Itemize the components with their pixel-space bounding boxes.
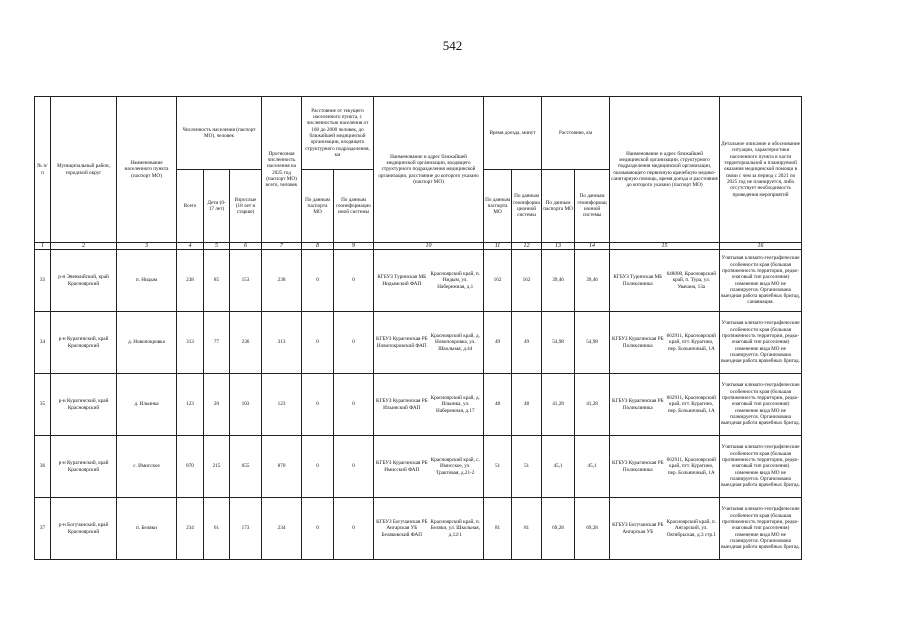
header-travel-group: Время доезда, минут — [484, 97, 542, 170]
header-pop-total: Всего — [177, 170, 204, 243]
km-passport-cell: 41,28 — [542, 374, 575, 436]
municipality-cell: р-н Богучанский, край Красноярский — [51, 498, 117, 560]
column-number: 4 — [177, 243, 204, 250]
travel-time-geo-cell: 162 — [512, 250, 542, 312]
amb-name: КГБУЗ Богучанская РБ Ангарская УБ — [612, 522, 664, 535]
nearest-org-cell — [374, 312, 484, 374]
distance-geo-cell: 0 — [334, 436, 374, 498]
nearest-org-cell — [374, 374, 484, 436]
distance-passport-cell: 0 — [302, 436, 334, 498]
km-passport-cell: 39,46 — [542, 250, 575, 312]
ambulance-org-cell — [610, 312, 720, 374]
settlement-cell: с. Имисское — [117, 436, 177, 498]
settlement-cell: п. Нидым — [117, 250, 177, 312]
header-distance-group: Расстояние от текущего населенного пункта, с численностью населения от 100 до 2000 человек, до ближайшей медицинской организации, входящего структурного подразделения, км — [302, 97, 374, 170]
org-name: КГБУЗ Курагинская РБ Новопокровский ФАП — [375, 336, 428, 349]
table-row — [35, 498, 802, 560]
municipality-cell: р-н Курагинский, край Красноярский — [51, 312, 117, 374]
population-total-cell: 238 — [177, 250, 204, 312]
row-num: 33 — [35, 250, 51, 312]
row-num: 37 — [35, 498, 51, 560]
population-adults-cell: 153 — [230, 250, 262, 312]
header-population-group: Численность населения (паспорт МО), человек — [177, 97, 262, 170]
column-number: 10 — [374, 243, 484, 250]
description-cell: Учитывая климато-географические особенности края (большая протяженность территории, редко-очаговый тип расселения) изменение вида МО не планируется. Организована выездная работа врачебных бригад, санавиация. — [720, 250, 802, 312]
distance-geo-cell: 0 — [334, 374, 374, 436]
travel-time-passport-cell: 51 — [484, 436, 512, 498]
travel-time-passport-cell: 49 — [484, 312, 512, 374]
population-adults-cell: 173 — [230, 498, 262, 560]
table-row — [35, 312, 802, 374]
distance-geo-cell: 0 — [334, 250, 374, 312]
column-number: 9 — [334, 243, 374, 250]
org-address: Красноярский край, д. Ильинка, ул. Набережная, д.17 — [430, 395, 480, 414]
km-passport-cell: 69,28 — [542, 498, 575, 560]
column-number: 12 — [512, 243, 542, 250]
settlement-cell: д. Ильинка — [117, 374, 177, 436]
row-num: 36 — [35, 436, 51, 498]
header-dist-passport: По данным паспорта МО — [302, 170, 334, 243]
settlement-cell: д. Новопокровка — [117, 312, 177, 374]
population-children-cell: 61 — [204, 498, 230, 560]
description-cell: Учитывая климато-географические особенности края (большая протяженность территории, редко-очаговый тип расселения) изменение вида МО не планируется. Организована выездная работа врачебных бригад. — [720, 436, 802, 498]
km-geo-cell: 69,28 — [575, 498, 610, 560]
amb-name: КГБУЗ Курагинская РБ Поликлиника — [612, 460, 664, 473]
header-description: Детальное описание и обоснование ситуации, характеристики населенного пункта в части территориальной и планируемой оказания медицинской помощи в связи с чем за период с 2021 по 2025 год не планируется, либо отсутствует необходимость проведения мероприятий — [720, 97, 802, 243]
description-cell: Учитывая климато-географические особенности края (большая протяженность территории, редко-очаговый тип расселения) изменение вида МО не планируется. Организована выездная работа врачебных бригад. — [720, 498, 802, 560]
forecast-cell: 313 — [262, 312, 302, 374]
page-number: 542 — [442, 38, 463, 53]
org-name: КГБУЗ Богучанская РБ Ангарская УБ Беляковский ФАП — [376, 519, 428, 538]
population-children-cell: 20 — [204, 374, 230, 436]
column-number: 15 — [610, 243, 720, 250]
nearest-org-cell — [374, 498, 484, 560]
ambulance-org-cell — [610, 374, 720, 436]
travel-time-passport-cell: 162 — [484, 250, 512, 312]
distance-passport-cell: 0 — [302, 250, 334, 312]
org-address: Красноярский край, п. Беляки, ул. Школьная, д.12/1 — [430, 519, 480, 538]
distance-passport-cell: 0 — [302, 312, 334, 374]
amb-address: 648000, Красноярский край, п. Тура, ул. Увачана, 13а — [666, 271, 717, 290]
header-settlement: Наименование населенного пункта (паспорт МО) — [117, 97, 177, 243]
description-cell: Учитывая климато-географические особенности края (большая протяженность территории, редко-очаговый тип расселения) изменение вида МО не планируется. Организована выездная работа врачебных бригад. — [720, 312, 802, 374]
population-adults-cell: 655 — [230, 436, 262, 498]
column-number-row — [35, 243, 802, 250]
amb-address: 662911, Красноярский край, пгт. Курагино, пер. Больничный, 1А — [666, 395, 716, 414]
km-geo-cell: 54,98 — [575, 312, 610, 374]
header-dist2-geo: По данным геоинформационной системы — [575, 170, 610, 243]
org-name: КГБУЗ Курагинская РБ Имисский ФАП — [375, 460, 428, 473]
distance-passport-cell: 0 — [302, 374, 334, 436]
table-row — [35, 436, 802, 498]
municipality-cell: р-н Эвенкийский, край Красноярский — [51, 250, 117, 312]
nearest-org-cell — [374, 436, 484, 498]
population-adults-cell: 103 — [230, 374, 262, 436]
distance-geo-cell: 0 — [334, 312, 374, 374]
travel-time-geo-cell: 81 — [512, 498, 542, 560]
population-total-cell: 313 — [177, 312, 204, 374]
forecast-cell: 234 — [262, 498, 302, 560]
travel-time-geo-cell: 48 — [512, 374, 542, 436]
table-row — [35, 374, 802, 436]
org-name: КГБУЗ Курагинская РБ Ильинский ФАП — [375, 398, 428, 411]
header-nearest-org: Наименование и адрес ближайшей медицинской организации, входящего структурного подразделения медицинской организации, расстояние до которого указано (паспорт МО) — [374, 97, 484, 243]
travel-time-geo-cell: 51 — [512, 436, 542, 498]
forecast-cell: 870 — [262, 436, 302, 498]
header-travel-geo: По данным геоинформационной системы — [512, 170, 542, 243]
column-number: 14 — [575, 243, 610, 250]
data-table — [34, 96, 802, 560]
ambulance-org-cell — [610, 250, 720, 312]
amb-address: Красноярский край, п. Ангарский, ул. Октябрьская, д.3 стр.1 — [666, 519, 717, 538]
column-number: 5 — [204, 243, 230, 250]
row-num: 35 — [35, 374, 51, 436]
forecast-cell: 238 — [262, 250, 302, 312]
table-row — [35, 250, 802, 312]
description-cell: Учитывая климато-географические особенности края (большая протяженность территории, редко-очаговый тип расселения) изменение вида МО не планируется. Организована выездная работа врачебных бригад. — [720, 374, 802, 436]
km-geo-cell: 45,1 — [575, 436, 610, 498]
nearest-org-cell — [374, 250, 484, 312]
header-num: № п/п — [35, 97, 51, 243]
header-forecast: Прогнозная численность населения на 2025 год (паспорт МО) всего, человек — [262, 97, 302, 243]
amb-address: 662911, Красноярский край, пгт. Курагино, пер. Больничный, 1А — [666, 333, 716, 352]
column-number: 16 — [720, 243, 802, 250]
column-number: 11 — [484, 243, 512, 250]
org-address: Красноярский край, д. Новопокровка, ул. Школьная, д.44 — [430, 333, 480, 352]
population-total-cell: 123 — [177, 374, 204, 436]
km-passport-cell: 54,98 — [542, 312, 575, 374]
distance-passport-cell: 0 — [302, 498, 334, 560]
population-children-cell: 77 — [204, 312, 230, 374]
municipality-cell: р-н Курагинский, край Красноярский — [51, 436, 117, 498]
travel-time-geo-cell: 49 — [512, 312, 542, 374]
org-address: Красноярский край, п. Нидым, ул. Набережная, д.1 — [430, 271, 480, 290]
column-number: 3 — [117, 243, 177, 250]
km-geo-cell: 39,46 — [575, 250, 610, 312]
column-number: 2 — [51, 243, 117, 250]
population-total-cell: 234 — [177, 498, 204, 560]
column-number: 13 — [542, 243, 575, 250]
column-number: 1 — [35, 243, 51, 250]
population-children-cell: 85 — [204, 250, 230, 312]
header-dist2-group: Расстояние, км — [542, 97, 610, 170]
amb-address: 662911, Красноярский край, пгт. Курагино, пер. Больничный, 1А — [666, 457, 716, 476]
org-name: КГБУЗ Туринская МБ Нидымский ФАП — [377, 274, 427, 287]
municipality-cell: р-н Курагинский, край Красноярский — [51, 374, 117, 436]
distance-geo-cell: 0 — [334, 498, 374, 560]
org-address: Красноярский край, с. Имисское, ул. Трактовая, д.21-2 — [430, 457, 480, 476]
row-num: 34 — [35, 312, 51, 374]
header-dist2-passport: По данным паспорта МО — [542, 170, 575, 243]
ambulance-org-cell — [610, 498, 720, 560]
header-pop-children: Дети (0-17 лет) — [204, 170, 230, 243]
header-ambulance-org: Наименование и адрес ближайшей медицинской организации, структурного подразделения медицинской организации, оказывающего первичную врачебную медико-санитарную помощь, время доезда и расстояние до которого указано (паспорт МО) — [610, 97, 720, 243]
header-pop-adults: Взрослые (18 лет и старше) — [230, 170, 262, 243]
population-total-cell: 870 — [177, 436, 204, 498]
population-adults-cell: 236 — [230, 312, 262, 374]
population-children-cell: 215 — [204, 436, 230, 498]
km-geo-cell: 41,28 — [575, 374, 610, 436]
amb-name: КГБУЗ Курагинская РБ Поликлиника — [612, 398, 664, 411]
header-dist-geo: По данным геоинформационной системы — [334, 170, 374, 243]
forecast-cell: 123 — [262, 374, 302, 436]
travel-time-passport-cell: 81 — [484, 498, 512, 560]
travel-time-passport-cell: 48 — [484, 374, 512, 436]
header-municipality: Муниципальный район, городской округ — [51, 97, 117, 243]
column-number: 7 — [262, 243, 302, 250]
km-passport-cell: 45,1 — [542, 436, 575, 498]
amb-name: КГБУЗ Туринская МБ Поликлиника — [613, 274, 663, 287]
column-number: 8 — [302, 243, 334, 250]
column-number: 6 — [230, 243, 262, 250]
settlement-cell: п. Беляки — [117, 498, 177, 560]
header-travel-passport: По данным паспорта МО — [484, 170, 512, 243]
ambulance-org-cell — [610, 436, 720, 498]
amb-name: КГБУЗ Курагинская РБ Поликлиника — [612, 336, 664, 349]
